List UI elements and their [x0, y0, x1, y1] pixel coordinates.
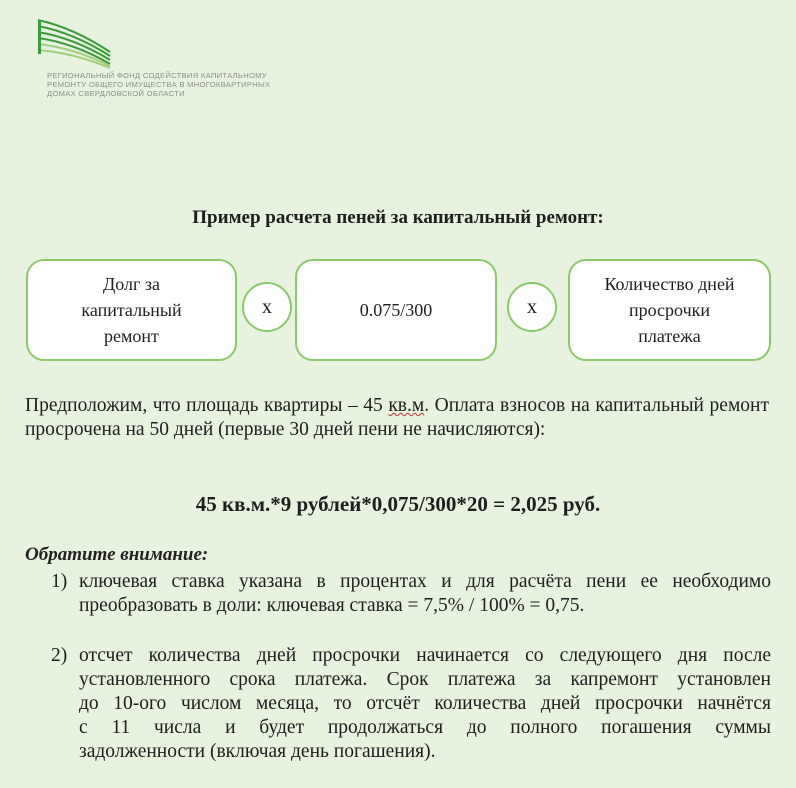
building-stripes-icon: [34, 18, 114, 70]
multiply-operator: х: [242, 282, 292, 332]
example-paragraph: [25, 394, 769, 442]
list-item-line: с 11 числа и будет продолжаться до полного погашения суммы: [79, 717, 771, 738]
debt-box: [26, 259, 237, 361]
page-title: Пример расчета пеней за капитальный ремонт:: [192, 207, 604, 228]
calculation-formula: 45 кв.м.*9 рублей*0,075/300*20 = 2,025 руб.: [195, 492, 601, 516]
days-box-label: Количество дней просрочки платежа: [604, 274, 735, 346]
org-line: ДОМАХ СВЕРДЛОВСКОЙ ОБЛАСТИ: [47, 89, 185, 98]
list-item-line: ключевая ставка указана в процентах и для расчёта пени ее необходимо: [79, 571, 771, 592]
list-item-line: преобразовать в доли: ключевая ставка = 7,5% / 100% = 0,75.: [79, 595, 585, 616]
days-box: [568, 259, 771, 361]
list-item-line: до 10-ого числом месяца, то отсчёт количества дней просрочки начнётся: [79, 693, 771, 714]
list-item-line: задолженности (включая день погашения).: [79, 741, 436, 762]
notice-heading: Обратите внимание:: [25, 544, 209, 565]
list-item-line: установленного срока платежа. Срок платежа за капремонт установлен: [79, 669, 771, 690]
example-text: . Оплата взносов на капитальный ремонт просрочена на 50 дней (первые 30 дней пени не начисляются):: [25, 395, 769, 440]
rate-box: [295, 259, 497, 361]
example-text: Предположим, что площадь квартиры – 45: [25, 395, 389, 416]
debt-box-label: Долг за капитальный ремонт: [81, 274, 182, 346]
organization-name: [47, 71, 287, 98]
rate-box-label: 0.075/300: [359, 300, 433, 320]
org-line: РЕГИОНАЛЬНЫЙ ФОНД СОДЕЙСТВИЯ КАПИТАЛЬНОМУ: [47, 71, 267, 80]
org-line: РЕМОНТУ ОБЩЕГО ИМУЩЕСТВА В МНОГОКВАРТИРНЫХ: [47, 80, 271, 89]
list-item-line: отсчет количества дней просрочки начинается со следующего дня после: [79, 645, 771, 666]
list-item-number: 2): [51, 645, 68, 666]
multiply-operator: х: [507, 282, 557, 332]
list-item-number: 1): [51, 571, 68, 592]
example-unit: кв.м: [388, 395, 425, 416]
